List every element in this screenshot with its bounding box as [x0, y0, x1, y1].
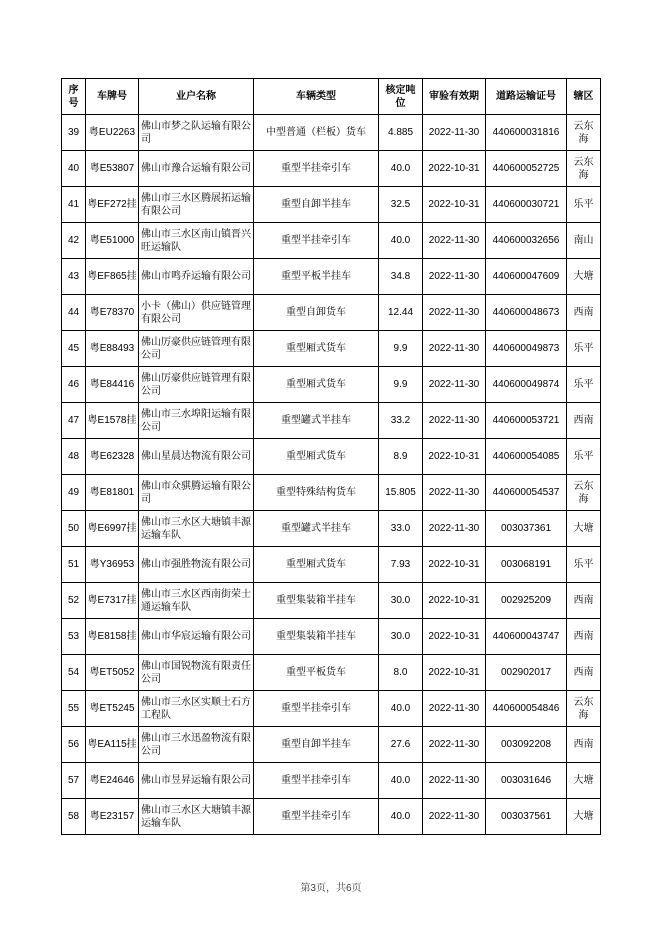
table-row: [62, 259, 601, 295]
cell-seq: 55: [62, 691, 86, 727]
cell-district: 西南: [567, 583, 601, 619]
cell-company: 佛山市三水埠阳运输有限公司: [139, 403, 254, 439]
cell-district: 南山: [567, 223, 601, 259]
cell-plate: 粤E88493: [86, 331, 139, 367]
cell-valid_until: 2022-11-30: [423, 475, 486, 511]
cell-district: 云东海: [567, 151, 601, 187]
column-header-tonnage: 核定吨位: [379, 79, 423, 115]
cell-vehicle_type: 重型半挂牵引车: [254, 691, 379, 727]
cell-seq: 58: [62, 799, 86, 835]
cell-cert_no: 003092208: [486, 727, 567, 763]
cell-tonnage: 40.0: [379, 799, 423, 835]
cell-cert_no: 003068191: [486, 547, 567, 583]
cell-plate: 粤E84416: [86, 367, 139, 403]
cell-plate: 粤EA115挂: [86, 727, 139, 763]
cell-district: 乐平: [567, 331, 601, 367]
cell-seq: 43: [62, 259, 86, 295]
cell-vehicle_type: 重型平板半挂车: [254, 259, 379, 295]
cell-vehicle_type: 重型罐式半挂车: [254, 511, 379, 547]
cell-seq: 45: [62, 331, 86, 367]
cell-company: 佛山厉豪供应链管理有限公司: [139, 367, 254, 403]
cell-valid_until: 2022-11-30: [423, 727, 486, 763]
cell-company: 佛山市华宸运输有限公司: [139, 619, 254, 655]
cell-plate: 粤EF272挂: [86, 187, 139, 223]
cell-district: 大塘: [567, 511, 601, 547]
table-row: [62, 115, 601, 151]
vehicle-table: [61, 78, 601, 835]
cell-plate: 粤E53807: [86, 151, 139, 187]
cell-cert_no: 440600043747: [486, 619, 567, 655]
cell-tonnage: 30.0: [379, 619, 423, 655]
cell-cert_no: 002902017: [486, 655, 567, 691]
cell-district: 西南: [567, 295, 601, 331]
cell-seq: 50: [62, 511, 86, 547]
cell-valid_until: 2022-11-30: [423, 403, 486, 439]
table-row: [62, 547, 601, 583]
cell-vehicle_type: 重型集装箱半挂车: [254, 619, 379, 655]
cell-plate: 粤E1578挂: [86, 403, 139, 439]
cell-valid_until: 2022-11-30: [423, 763, 486, 799]
cell-tonnage: 15.805: [379, 475, 423, 511]
cell-company: 佛山星晨达物流有限公司: [139, 439, 254, 475]
cell-seq: 39: [62, 115, 86, 151]
cell-seq: 56: [62, 727, 86, 763]
table-row: [62, 583, 601, 619]
cell-tonnage: 40.0: [379, 763, 423, 799]
cell-cert_no: 440600047609: [486, 259, 567, 295]
cell-tonnage: 30.0: [379, 583, 423, 619]
column-header-company: 业户名称: [139, 79, 254, 115]
cell-plate: 粤E23157: [86, 799, 139, 835]
cell-company: 佛山市众骐腾运输有限公司: [139, 475, 254, 511]
table-row: [62, 655, 601, 691]
cell-district: 云东海: [567, 475, 601, 511]
cell-seq: 54: [62, 655, 86, 691]
cell-tonnage: 9.9: [379, 331, 423, 367]
column-header-seq: 序号: [62, 79, 86, 115]
cell-company: 佛山市昱昇运输有限公司: [139, 763, 254, 799]
cell-cert_no: 003037361: [486, 511, 567, 547]
cell-plate: 粤E6997挂: [86, 511, 139, 547]
cell-company: 佛山市三水区大塘镇丰源运输车队: [139, 511, 254, 547]
cell-tonnage: 33.0: [379, 511, 423, 547]
cell-company: 佛山市豫合运输有限公司: [139, 151, 254, 187]
cell-vehicle_type: 重型半挂牵引车: [254, 223, 379, 259]
column-header-vehicle_type: 车辆类型: [254, 79, 379, 115]
cell-valid_until: 2022-10-31: [423, 187, 486, 223]
cell-company: 佛山市鸣乔运输有限公司: [139, 259, 254, 295]
cell-valid_until: 2022-10-31: [423, 619, 486, 655]
cell-seq: 48: [62, 439, 86, 475]
cell-district: 乐平: [567, 439, 601, 475]
cell-district: 西南: [567, 727, 601, 763]
table-row: [62, 439, 601, 475]
cell-vehicle_type: 中型普通（栏板）货车: [254, 115, 379, 151]
cell-tonnage: 4.885: [379, 115, 423, 151]
cell-valid_until: 2022-10-31: [423, 439, 486, 475]
cell-plate: 粤E51000: [86, 223, 139, 259]
cell-valid_until: 2022-10-31: [423, 151, 486, 187]
table-row: [62, 763, 601, 799]
cell-plate: 粤EF865挂: [86, 259, 139, 295]
cell-tonnage: 12.44: [379, 295, 423, 331]
cell-vehicle_type: 重型特殊结构货车: [254, 475, 379, 511]
cell-cert_no: 440600054537: [486, 475, 567, 511]
cell-tonnage: 40.0: [379, 223, 423, 259]
cell-valid_until: 2022-10-31: [423, 547, 486, 583]
cell-vehicle_type: 重型厢式货车: [254, 439, 379, 475]
cell-district: 乐平: [567, 367, 601, 403]
cell-cert_no: 440600053721: [486, 403, 567, 439]
cell-tonnage: 34.8: [379, 259, 423, 295]
cell-company: 佛山市三水区西南街荣士通运输车队: [139, 583, 254, 619]
cell-company: 佛山市国锐物流有限责任公司: [139, 655, 254, 691]
cell-valid_until: 2022-11-30: [423, 115, 486, 151]
cell-seq: 53: [62, 619, 86, 655]
cell-company: 佛山厉豪供应链管理有限公司: [139, 331, 254, 367]
cell-valid_until: 2022-11-30: [423, 799, 486, 835]
cell-plate: 粤E24646: [86, 763, 139, 799]
cell-district: 西南: [567, 655, 601, 691]
cell-district: 西南: [567, 619, 601, 655]
table-row: [62, 691, 601, 727]
cell-valid_until: 2022-11-30: [423, 691, 486, 727]
cell-valid_until: 2022-11-30: [423, 511, 486, 547]
table-header-row: [62, 79, 601, 115]
page-number-indicator: 第3页，共6页: [300, 883, 362, 894]
cell-tonnage: 32.5: [379, 187, 423, 223]
cell-plate: 粤EU2263: [86, 115, 139, 151]
cell-company: 佛山市梦之队运输有限公司: [139, 115, 254, 151]
cell-tonnage: 40.0: [379, 151, 423, 187]
cell-cert_no: 440600030721: [486, 187, 567, 223]
cell-company: 佛山市强胜物流有限公司: [139, 547, 254, 583]
column-header-district: 辖区: [567, 79, 601, 115]
cell-tonnage: 33.2: [379, 403, 423, 439]
cell-plate: 粤E81801: [86, 475, 139, 511]
cell-vehicle_type: 重型厢式货车: [254, 547, 379, 583]
cell-district: 大塘: [567, 259, 601, 295]
table-row: [62, 727, 601, 763]
cell-vehicle_type: 重型罐式半挂车: [254, 403, 379, 439]
cell-cert_no: 440600048673: [486, 295, 567, 331]
cell-cert_no: 002925209: [486, 583, 567, 619]
cell-company: 佛山市三水区大塘镇丰源运输车队: [139, 799, 254, 835]
cell-valid_until: 2022-11-30: [423, 295, 486, 331]
cell-district: 云东海: [567, 115, 601, 151]
cell-vehicle_type: 重型自卸半挂车: [254, 727, 379, 763]
cell-plate: 粤E78370: [86, 295, 139, 331]
cell-cert_no: 440600049874: [486, 367, 567, 403]
cell-seq: 47: [62, 403, 86, 439]
cell-plate: 粤E62328: [86, 439, 139, 475]
table-body: [62, 115, 601, 835]
table-row: [62, 223, 601, 259]
cell-seq: 42: [62, 223, 86, 259]
cell-cert_no: 440600049873: [486, 331, 567, 367]
cell-company: 佛山市三水区实顺土石方工程队: [139, 691, 254, 727]
table-row: [62, 511, 601, 547]
cell-seq: 57: [62, 763, 86, 799]
cell-cert_no: 003037561: [486, 799, 567, 835]
cell-seq: 46: [62, 367, 86, 403]
cell-cert_no: 440600031816: [486, 115, 567, 151]
cell-tonnage: 8.9: [379, 439, 423, 475]
table-row: [62, 619, 601, 655]
cell-vehicle_type: 重型半挂牵引车: [254, 151, 379, 187]
cell-tonnage: 8.0: [379, 655, 423, 691]
cell-district: 乐平: [567, 187, 601, 223]
table-row: [62, 331, 601, 367]
cell-tonnage: 7.93: [379, 547, 423, 583]
cell-plate: 粤ET5245: [86, 691, 139, 727]
table-row: [62, 475, 601, 511]
cell-district: 乐平: [567, 547, 601, 583]
cell-valid_until: 2022-11-30: [423, 223, 486, 259]
cell-valid_until: 2022-11-30: [423, 259, 486, 295]
cell-cert_no: 440600032656: [486, 223, 567, 259]
cell-plate: 粤ET5052: [86, 655, 139, 691]
column-header-plate: 车牌号: [86, 79, 139, 115]
cell-cert_no: 440600054085: [486, 439, 567, 475]
table-row: [62, 187, 601, 223]
cell-vehicle_type: 重型自卸半挂车: [254, 187, 379, 223]
cell-district: 大塘: [567, 799, 601, 835]
cell-seq: 49: [62, 475, 86, 511]
cell-district: 云东海: [567, 691, 601, 727]
cell-tonnage: 9.9: [379, 367, 423, 403]
table-row: [62, 799, 601, 835]
cell-district: 西南: [567, 403, 601, 439]
cell-company: 小卡（佛山）供应链管理有限公司: [139, 295, 254, 331]
cell-vehicle_type: 重型自卸货车: [254, 295, 379, 331]
cell-cert_no: 440600052725: [486, 151, 567, 187]
column-header-valid_until: 审验有效期: [423, 79, 486, 115]
table-row: [62, 151, 601, 187]
cell-cert_no: 440600054846: [486, 691, 567, 727]
cell-seq: 44: [62, 295, 86, 331]
cell-valid_until: 2022-11-30: [423, 367, 486, 403]
cell-seq: 40: [62, 151, 86, 187]
cell-plate: 粤E8158挂: [86, 619, 139, 655]
cell-vehicle_type: 重型厢式货车: [254, 367, 379, 403]
cell-valid_until: 2022-11-30: [423, 331, 486, 367]
cell-vehicle_type: 重型平板货车: [254, 655, 379, 691]
cell-vehicle_type: 重型厢式货车: [254, 331, 379, 367]
table-row: [62, 367, 601, 403]
cell-vehicle_type: 重型集装箱半挂车: [254, 583, 379, 619]
cell-district: 大塘: [567, 763, 601, 799]
cell-cert_no: 003031646: [486, 763, 567, 799]
cell-seq: 51: [62, 547, 86, 583]
cell-seq: 52: [62, 583, 86, 619]
cell-plate: 粤E7317挂: [86, 583, 139, 619]
cell-tonnage: 40.0: [379, 691, 423, 727]
table-row: [62, 295, 601, 331]
cell-valid_until: 2022-10-31: [423, 655, 486, 691]
cell-company: 佛山市三水区腾展拓运输有限公司: [139, 187, 254, 223]
cell-tonnage: 27.6: [379, 727, 423, 763]
table-row: [62, 403, 601, 439]
cell-seq: 41: [62, 187, 86, 223]
cell-company: 佛山市三水区南山镇晋兴旺运输队: [139, 223, 254, 259]
cell-vehicle_type: 重型半挂牵引车: [254, 799, 379, 835]
column-header-cert_no: 道路运输证号: [486, 79, 567, 115]
cell-valid_until: 2022-10-31: [423, 583, 486, 619]
cell-vehicle_type: 重型半挂牵引车: [254, 763, 379, 799]
cell-plate: 粤Y36953: [86, 547, 139, 583]
cell-company: 佛山市三水迅盈物流有限公司: [139, 727, 254, 763]
